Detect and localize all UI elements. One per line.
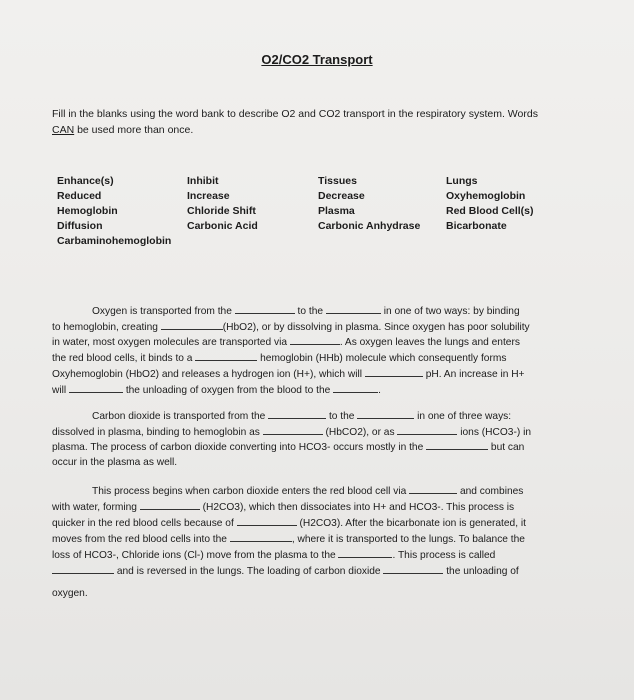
text: in one of two ways: by binding: [380, 306, 520, 317]
word-bank-item: Red Blood Cell(s): [446, 205, 534, 217]
answer-blank[interactable]: [338, 547, 392, 558]
word-bank-item: Enhance(s): [57, 175, 114, 187]
text: and combines: [457, 486, 524, 497]
paragraph-line: [52, 366, 525, 381]
text: ions (HCO3-) in: [457, 427, 531, 438]
text: and is reversed in the lungs. The loading of carbon dioxide: [114, 566, 384, 577]
text: Oxyhemoglobin (HbO2) and releases a hydrogen ion (H+), which will: [52, 369, 365, 380]
text: the unloading of: [443, 566, 519, 577]
paragraph-line: [52, 587, 88, 600]
text: moves from the red blood cells into the: [52, 534, 230, 545]
paragraph-line: [52, 515, 526, 530]
paragraph-line: [52, 531, 525, 546]
text: the unloading of oxygen from the blood to the: [122, 385, 334, 396]
answer-blank[interactable]: [230, 531, 292, 542]
answer-blank[interactable]: [426, 439, 488, 450]
text: quicker in the red blood cells because of: [52, 518, 237, 529]
text: loss of HCO3-, Chloride ions (Cl-) move from the plasma to the: [52, 550, 339, 561]
paragraph-line: [92, 483, 523, 498]
text: hemoglobin (HHb) molecule which consequently forms: [257, 353, 507, 364]
paragraph-line: [52, 499, 514, 514]
word-bank-item: Increase: [187, 190, 230, 202]
text: (HbO2), or by dissolving in plasma. Since oxygen has poor solubility: [222, 322, 530, 333]
word-bank-item: Plasma: [318, 205, 355, 217]
text: plasma. The process of carbon dioxide converting into HCO3- occurs mostly in the: [52, 442, 427, 453]
paragraph-line: [52, 424, 531, 439]
word-bank-item: Carbonic Anhydrase: [318, 220, 421, 232]
word-bank-item: Tissues: [318, 175, 357, 187]
answer-blank[interactable]: [397, 424, 457, 435]
text: to the: [326, 411, 358, 422]
text: oxygen.: [52, 588, 88, 599]
paragraph-line: [52, 456, 177, 469]
text: pH. An increase in H+: [422, 369, 525, 380]
page-title: O2/CO2 Transport: [261, 52, 373, 67]
text: in one of three ways:: [414, 411, 512, 422]
text: . This process is called: [392, 550, 496, 561]
paragraph-line: [52, 547, 495, 562]
word-bank-item: Inhibit: [187, 175, 219, 187]
answer-blank[interactable]: [161, 319, 223, 330]
text: (H2CO3). After the bicarbonate ion is generated, it: [296, 518, 526, 529]
word-bank-item: Carbaminohemoglobin: [57, 235, 172, 247]
text: dissolved in plasma, binding to hemoglobin as: [52, 427, 263, 438]
answer-blank[interactable]: [365, 366, 423, 377]
paragraph-line: [52, 439, 524, 454]
text: will: [52, 385, 69, 396]
text: Oxygen is transported from the: [92, 306, 235, 317]
word-bank-item: Hemoglobin: [57, 205, 118, 217]
paragraph-line: [52, 350, 506, 365]
word-bank-column-4: [446, 174, 534, 234]
answer-blank[interactable]: [237, 515, 297, 526]
word-bank-item: Bicarbonate: [446, 220, 507, 232]
text: (H2CO3), which then dissociates into H+ and HCO3-. This process is: [199, 502, 515, 513]
answer-blank[interactable]: [195, 350, 257, 361]
answer-blank[interactable]: [326, 303, 381, 314]
word-bank-item: Reduced: [57, 190, 102, 202]
answer-blank[interactable]: [263, 424, 323, 435]
answer-blank[interactable]: [235, 303, 295, 314]
text: , where it is transported to the lungs. To balance the: [291, 534, 525, 545]
text: but can: [488, 442, 525, 453]
text: in water, most oxygen molecules are transported via: [52, 337, 290, 348]
paragraph-line: [52, 334, 520, 349]
word-bank-item: Oxyhemoglobin: [446, 190, 526, 202]
answer-blank[interactable]: [333, 382, 378, 393]
answer-blank[interactable]: [357, 408, 414, 419]
text: with water, forming: [52, 502, 140, 513]
text: the red blood cells, it binds to a: [52, 353, 196, 364]
word-bank-column-3: [318, 174, 420, 234]
word-bank-column-1: [57, 174, 171, 249]
paragraph-line: [92, 408, 511, 423]
text: to the: [294, 306, 326, 317]
word-bank-item: Diffusion: [57, 220, 103, 232]
word-bank-item: Decrease: [318, 190, 365, 202]
instructions-text-end: be used more than once.: [74, 124, 194, 136]
paragraph-line: [52, 563, 519, 578]
answer-blank[interactable]: [140, 499, 200, 510]
text: to hemoglobin, creating: [52, 322, 161, 333]
text: Carbon dioxide is transported from the: [92, 411, 269, 422]
word-bank-column-2: [187, 174, 258, 234]
text: .: [378, 385, 381, 396]
answer-blank[interactable]: [409, 483, 457, 494]
text: occur in the plasma as well.: [52, 457, 178, 468]
text: . As oxygen leaves the lungs and enters: [339, 337, 520, 348]
answer-blank[interactable]: [383, 563, 443, 574]
paragraph-line: [92, 303, 520, 318]
answer-blank[interactable]: [52, 563, 114, 574]
answer-blank[interactable]: [290, 334, 340, 345]
paragraph-line: [52, 382, 381, 397]
instructions: [52, 106, 572, 138]
word-bank-item: Lungs: [446, 175, 478, 187]
text: (HbCO2), or as: [322, 427, 398, 438]
answer-blank[interactable]: [268, 408, 326, 419]
instructions-can: CAN: [52, 124, 75, 136]
paragraph-line: [52, 319, 530, 334]
word-bank-item: Carbonic Acid: [187, 220, 258, 232]
instructions-text: Fill in the blanks using the word bank to describe O2 and CO2 transport in the respiratory system. Words: [52, 108, 538, 120]
answer-blank[interactable]: [69, 382, 123, 393]
text: This process begins when carbon dioxide enters the red blood cell via: [92, 486, 410, 497]
word-bank-item: Chloride Shift: [187, 205, 256, 217]
